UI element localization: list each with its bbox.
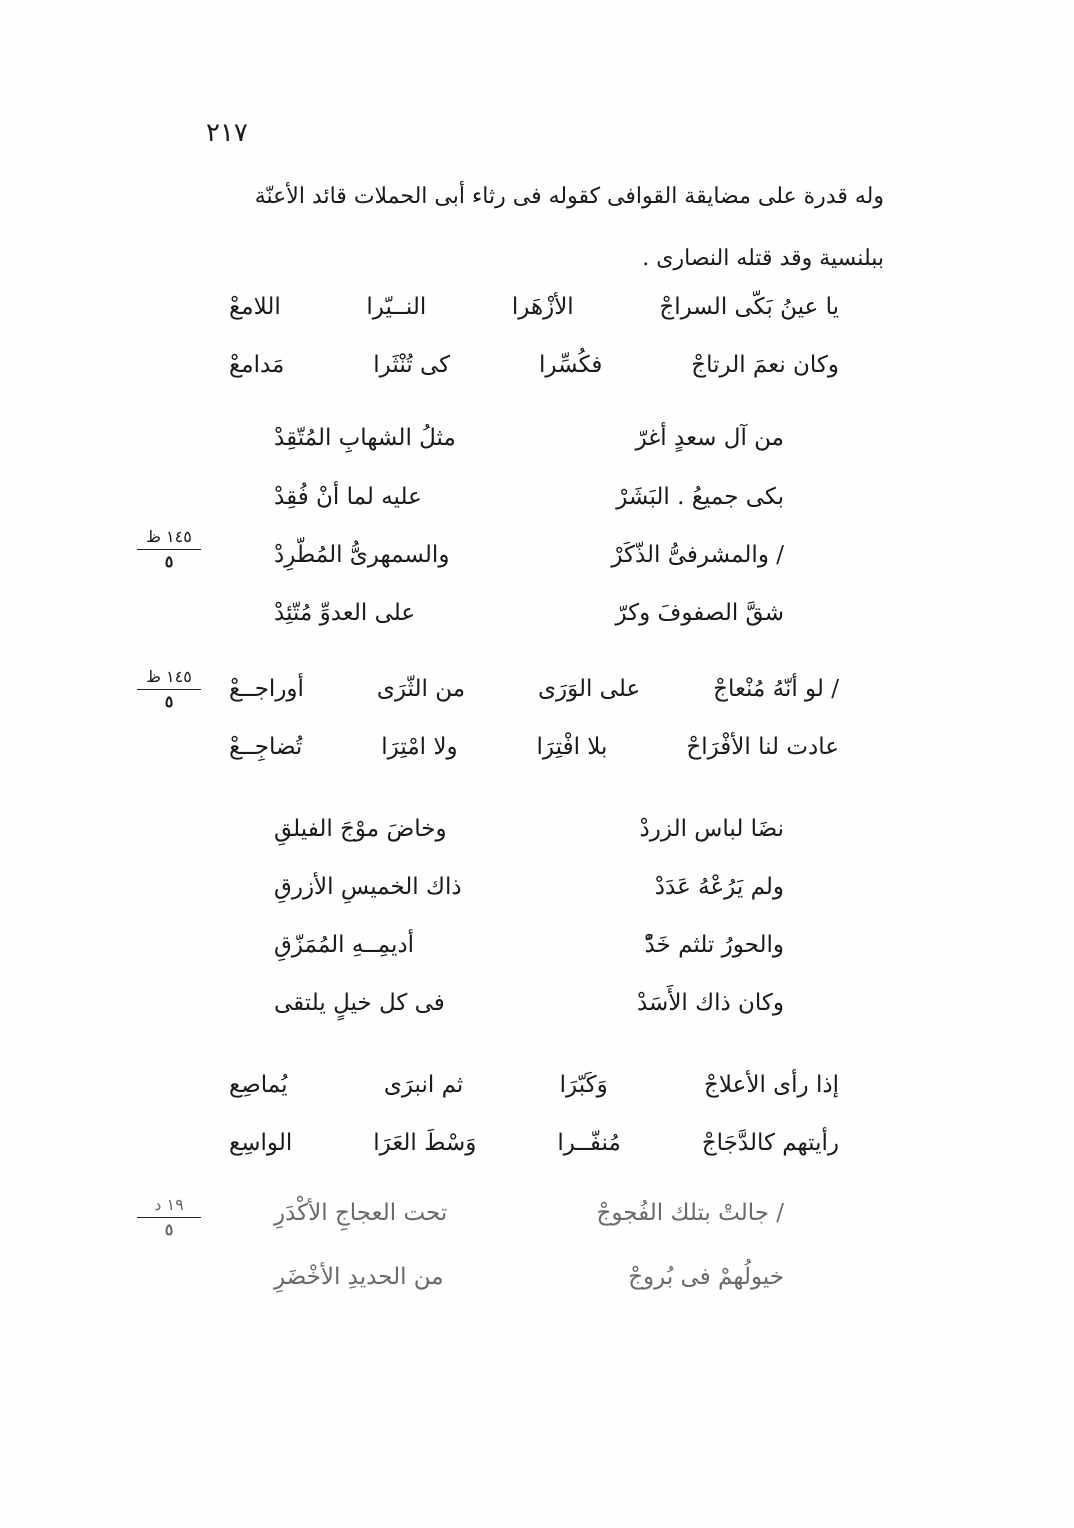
folio-denominator: ٥: [164, 692, 174, 711]
verse-segment: على الوَرَى: [537, 676, 641, 702]
margin-folio-note: [137, 1195, 201, 1239]
verse-segment: بكى جميعُ . البَشَرْ: [616, 484, 784, 510]
verse-segment: اللامعْ: [229, 294, 281, 320]
intro-line: ببلنسية وقد قتله النصارى .: [642, 246, 884, 271]
verse-segment: فى كل خيلٍ يلتقى: [274, 990, 445, 1016]
folio-number: ١٤٥ ظ: [137, 667, 201, 690]
verse-line: [274, 990, 784, 1016]
verse-segment: مثلُ الشهابِ المُتّقِدْ: [274, 425, 456, 451]
verse-segment: بلا افْتِرَا: [536, 734, 608, 760]
verse-segment: / والمشرفىُّ الذّكَرْ: [611, 542, 784, 568]
verse-segment: وكان نعمَ الرتاجْ: [691, 352, 839, 378]
verse-segment: النــيّرا: [366, 294, 427, 320]
verse-segment: مُنفّــرا: [557, 1130, 621, 1156]
folio-number: ١٩ د: [137, 1195, 201, 1218]
verse-segment: عادت لنا الأفْرَاحْ: [686, 734, 839, 760]
verse-segment: على العدوِّ مُتّئِدْ: [274, 600, 416, 626]
verse-line: [274, 600, 784, 626]
folio-denominator: ٥: [164, 1220, 174, 1239]
folio-denominator: ٥: [164, 552, 174, 571]
verse-segment: مَدامعْ: [229, 352, 285, 378]
verse-segment: وَسْطَ العَرَا: [373, 1130, 477, 1156]
verse-line: [229, 734, 839, 760]
folio-number: ١٤٥ ظ: [137, 527, 201, 550]
verse-line: [274, 1264, 784, 1290]
verse-segment: تحت العجاجِ الأكْدَرِ: [274, 1200, 448, 1226]
verse-line: [229, 352, 839, 378]
verse-segment: وكان ذاك الأَسَدْ: [636, 990, 784, 1016]
verse-segment: / جالتْ بتلك الفُجوجْ: [596, 1200, 784, 1226]
verse-segment: كى تُنْثَرا: [373, 352, 451, 378]
verse-segment: / لو أنّهُ مُنْعاجْ: [713, 676, 839, 702]
verse-segment: يُماصِع: [229, 1072, 288, 1098]
verse-segment: أديمِــهِ المُمَزّقِ: [274, 932, 414, 958]
verse-segment: ثم انبرَى: [383, 1072, 464, 1098]
verse-line: [274, 484, 784, 510]
verse-line: [274, 1200, 784, 1226]
verse-segment: وَكَبّرَا: [559, 1072, 608, 1098]
verse-segment: إذا رأى الأعلاجْ: [704, 1072, 839, 1098]
verse-segment: الأزْهَرا: [511, 294, 574, 320]
margin-folio-note: [137, 667, 201, 711]
verse-segment: من الحديدِ الأخْضَرِ: [274, 1264, 444, 1290]
verse-segment: رأيتهم كالدَّجَاجْ: [701, 1130, 839, 1156]
verse-segment: الواسِع: [229, 1130, 293, 1156]
verse-line: [229, 294, 839, 320]
verse-segment: ولم يَرُعْهُ عَدَدْ: [654, 874, 784, 900]
verse-line: [229, 1072, 839, 1098]
page-number: ٢١٧: [206, 118, 248, 148]
verse-segment: وخاضَ موْجَ الفيلقِ: [274, 816, 447, 842]
verse-segment: من آل سعدٍ أغرّ: [635, 425, 784, 451]
verse-line: [229, 1130, 839, 1156]
verse-segment: ذاك الخميسِ الأزرقِ: [274, 874, 462, 900]
verse-line: [229, 676, 839, 702]
verse-line: [274, 874, 784, 900]
verse-segment: عليه لما أنْ فُقِدْ: [274, 484, 422, 510]
verse-line: [274, 932, 784, 958]
verse-segment: من الثّرَى: [376, 676, 466, 702]
verse-segment: فكُسِّرا: [539, 352, 603, 378]
verse-segment: نضَا لباس الزردْ: [639, 816, 784, 842]
verse-line: [274, 542, 784, 568]
verse-segment: أوراجــعْ: [229, 676, 304, 702]
verse-segment: يا عينُ بَكّى السراجْ: [659, 294, 839, 320]
verse-segment: خيولُهمْ فى بُروجْ: [628, 1264, 784, 1290]
verse-segment: تُضاجِــعْ: [229, 734, 303, 760]
verse-line: [274, 816, 784, 842]
verse-segment: ولا امْتِرَا: [381, 734, 458, 760]
verse-segment: شقَّ الصفوفَ وكرّ: [615, 600, 784, 626]
verse-segment: والسمهرىُّ المُطّرِدْ: [274, 542, 450, 568]
verse-line: [274, 425, 784, 451]
intro-line: وله قدرة على مضايقة القوافى كقوله فى رثاء أبى الحملات قائد الأعنّة: [254, 184, 884, 209]
intro-paragraph: [184, 166, 884, 290]
margin-folio-note: [137, 527, 201, 571]
verse-segment: والحورُ تلثم خَدّْ: [644, 932, 784, 958]
